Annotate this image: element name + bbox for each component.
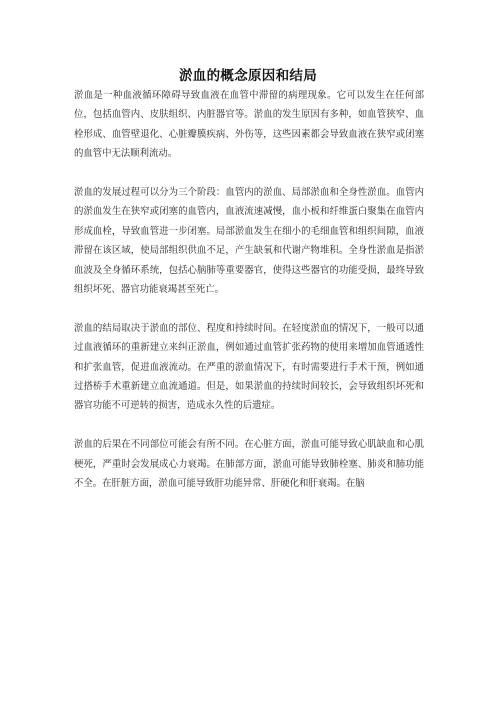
paragraph-gap [74, 299, 424, 318]
document-title: 淤血的概念原因和结局 [179, 68, 317, 84]
paragraph-gap [74, 416, 424, 435]
paragraph-gap [74, 164, 424, 183]
paragraph-consequences: 淤血的后果在不同部位可能会有所不同。在心脏方面，淤血可能导致心肌缺血和心肌梗死，严重时会发展成心力衰竭。在肺部方面，淤血可能导致肺栓塞、肺炎和肺功能不全。在肝脏方面，淤血可能导致肝功能异常、肝硬化和肝衰竭。在脑 [74, 439, 424, 490]
document-body [74, 86, 424, 493]
paragraph-stages: 淤血的发展过程可以分为三个阶段：血管内的淤血、局部淤血和全身性淤血。血管内的淤血发生在狭窄或闭塞的血管内，血液流速减慢，血小板和纤维蛋白聚集在血管内形成血栓，导致血管进一步闭塞。局部淤血发生在细小的毛细血管和组织间隙，血液滞留在该区域，使局部组织供血不足，产生缺氧和代谢产物堆积。全身性淤血是指淤血波及全身循环系统，包括心脑肺等重要器官，使得这些器官的功能受损，最终导致组织坏死、器官功能衰竭甚至死亡。 [74, 187, 424, 296]
paragraph-outcome: 淤血的结局取决于淤血的部位、程度和持续时间。在轻度淤血的情况下，一般可以通过血液循环的重新建立来纠正淤血，例如通过血管扩张药物的使用来增加血管通透性和扩张血管，促进血液流动。在严重的淤血情况下，有时需要进行手术干预，例如通过搭桥手术重新建立血流通道。但是，如果淤血的持续时间较长，会导致组织坏死和器官功能不可逆转的损害，造成永久性的后遗症。 [74, 322, 424, 412]
paragraph-definition: 淤血是一种血液循环障碍导致血液在血管中滞留的病理现象。它可以发生在任何部位，包括血管内、皮肤组织、内脏器官等。淤血的发生原因有多种，如血管狭窄、血栓形成、血管壁退化、心脏瓣膜疾病、外伤等，这些因素都会导致血液在狭窄或闭塞的血管中无法顺利流动。 [74, 90, 424, 160]
